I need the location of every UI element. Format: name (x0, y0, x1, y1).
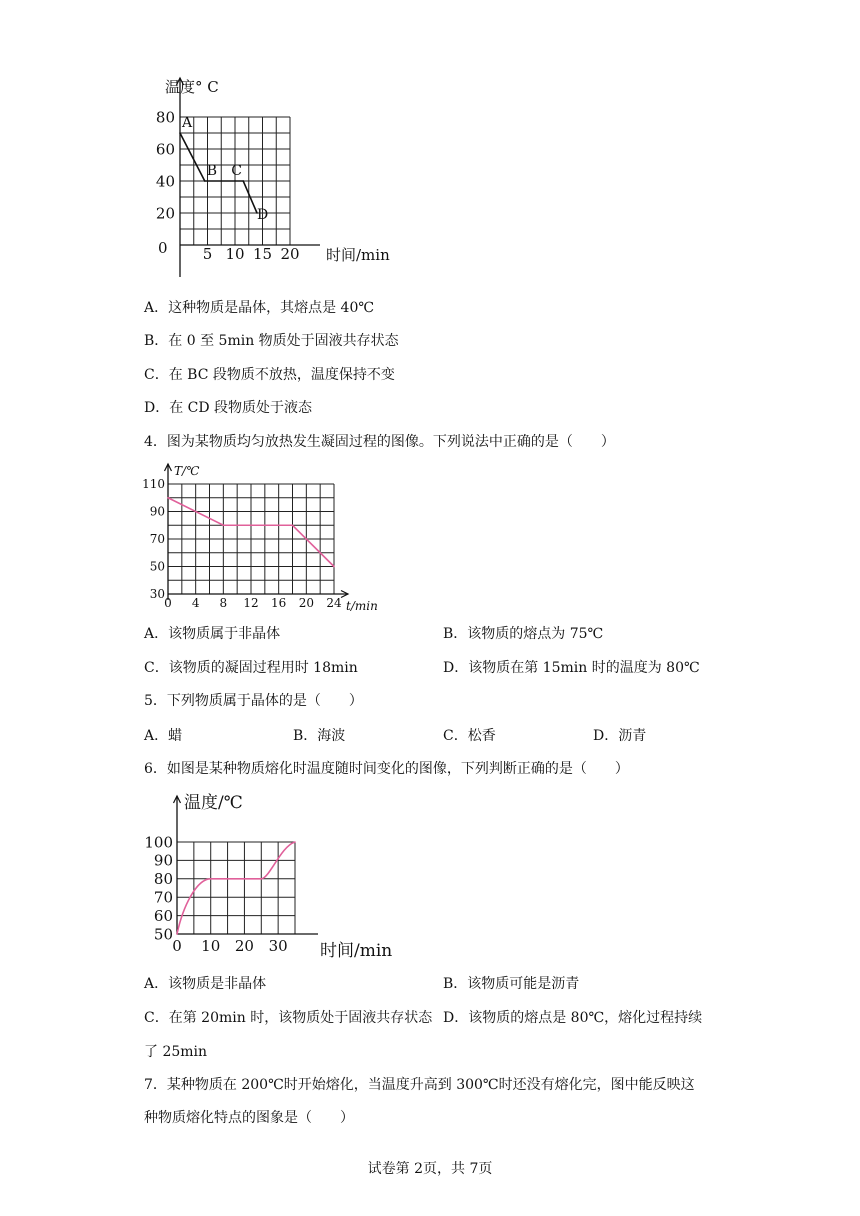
q6-data-point (260, 878, 262, 880)
q4-y-tick-label: 50 (149, 559, 165, 574)
q5-option-a: A．蜡 (144, 728, 183, 744)
q4-y-tick-label: 70 (149, 532, 165, 547)
q4-x-tick-label: 0 (164, 596, 172, 610)
q6-axes (174, 796, 319, 934)
q3-x-tick-label: 15 (252, 245, 273, 263)
q3-series-line (180, 133, 257, 213)
q3-y-tick-label: 80 (155, 108, 175, 127)
q3-x-tick-label: 10 (225, 245, 245, 263)
q4-x-tick-label: 24 (326, 596, 342, 610)
q3-option-d: D．在 CD 段物质处于液态 (144, 400, 313, 416)
q6-y-tick-label: 80 (153, 870, 173, 889)
q4-data-point (167, 497, 169, 499)
q7-question-line1: 7．某种物质在 200℃时开始熔化，当温度升高到 300℃时还没有熔化完，图中能反映这 (144, 1077, 695, 1093)
q6-series-line (177, 842, 295, 934)
q6-data-point (176, 933, 178, 935)
page-footer: 试卷第 2页，共 7页 (367, 1161, 493, 1177)
q3-option-a: A．这种物质是晶体，其熔点是 40℃ (144, 300, 375, 316)
q3-ylabel: 温度° C (165, 78, 219, 96)
q6-y-tick-label: 70 (153, 888, 173, 907)
q6-y-tick-label: 100 (144, 833, 173, 852)
q6-data-point (210, 878, 212, 880)
q6-question: 6．如图是某种物质熔化时温度随时间变化的图像，下列判断正确的是（ ） (144, 761, 629, 777)
q3-point-label-a: A (182, 115, 193, 131)
q6-y-tick-label: 90 (153, 851, 173, 870)
q3-x-tick-label: 20 (280, 245, 300, 263)
q6-option-d-cont: 了 25min (144, 1044, 208, 1060)
q3-option-b: B．在 0 至 5min 物质处于固液共存状态 (144, 333, 399, 349)
q4-data-point (333, 566, 335, 568)
q6-y-tick-label: 50 (153, 925, 173, 944)
q3-tick-labels (156, 108, 300, 263)
q6-option-b: B．该物质可能是沥青 (443, 976, 580, 992)
q4-option-a: A．该物质属于非晶体 (144, 626, 281, 642)
q4-xlabel: t/min (346, 599, 378, 613)
q4-ylabel: T/℃ (174, 464, 200, 478)
q4-x-tick-label: 20 (298, 596, 314, 610)
q6-option-d: D．该物质的熔点是 80℃，熔化过程持续 (443, 1010, 703, 1026)
q4-question: 4．图为某物质均匀放热发生凝固过程的图像。下列说法中正确的是（ ） (144, 434, 615, 450)
q4-data-point (292, 524, 294, 526)
q6-x-tick-label: 20 (234, 937, 254, 955)
q4-data-point (223, 524, 225, 526)
q4-option-b: B．该物质的熔点为 75℃ (443, 626, 604, 642)
q4-y-tick-label: 90 (149, 504, 165, 519)
q3-y-tick-label: 20 (155, 204, 175, 223)
q6-tick-labels (144, 833, 287, 955)
q6-data-point (294, 841, 296, 843)
q3-xlabel: 时间/min (326, 246, 390, 264)
q3-data-line (179, 132, 258, 214)
q4-option-d: D．该物质在第 15min 时的温度为 80℃ (443, 660, 700, 676)
q6-chart (140, 786, 400, 966)
q6-option-a: A．该物质是非晶体 (144, 976, 267, 992)
q3-data-point (179, 132, 181, 134)
q6-x-tick-label: 30 (268, 937, 288, 955)
q6-y-tick-label: 60 (153, 906, 173, 925)
q7-question-line2: 种物质熔化特点的图象是（ ） (144, 1110, 354, 1126)
q4-y-tick-label: 30 (149, 587, 165, 602)
q3-x-tick-label: 5 (202, 245, 213, 263)
q4-y-tick-label: 110 (142, 477, 165, 492)
q4-x-tick-label: 12 (243, 596, 259, 610)
q3-point-label-c: C (231, 163, 242, 179)
q4-x-tick-label: 4 (191, 596, 200, 610)
q4-option-c: C．该物质的凝固过程用时 18min (144, 660, 358, 676)
q6-ylabel: 温度/℃ (184, 793, 243, 813)
q3-chart (140, 70, 410, 280)
q5-question: 5．下列物质属于晶体的是（ ） (144, 693, 363, 709)
q3-y-tick-label: 40 (155, 172, 175, 191)
q5-option-c: C．松香 (443, 728, 496, 744)
q4-grid (168, 484, 334, 594)
q4-x-tick-label: 8 (219, 596, 228, 610)
q3-y-tick-label: 60 (155, 140, 175, 159)
q5-option-d: D．沥青 (593, 728, 647, 744)
q3-option-c: C．在 BC 段物质不放热，温度保持不变 (144, 367, 395, 383)
q3-data-point (204, 180, 206, 182)
q4-chart (140, 460, 390, 615)
q6-grid (177, 842, 295, 934)
q3-data-point (242, 180, 244, 182)
q5-option-b: B．海波 (293, 728, 346, 744)
q6-x-tick-label: 0 (172, 937, 182, 955)
q6-xlabel: 时间/min (320, 941, 393, 961)
q6-option-c: C．在第 20min 时，该物质处于固液共存状态 (144, 1010, 433, 1026)
q6-x-tick-label: 10 (201, 937, 221, 955)
q4-x-tick-label: 16 (271, 596, 287, 610)
q3-point-label-d: D (257, 207, 269, 223)
q3-point-label-b: B (206, 163, 218, 179)
q3-origin-label: 0 (158, 239, 168, 257)
